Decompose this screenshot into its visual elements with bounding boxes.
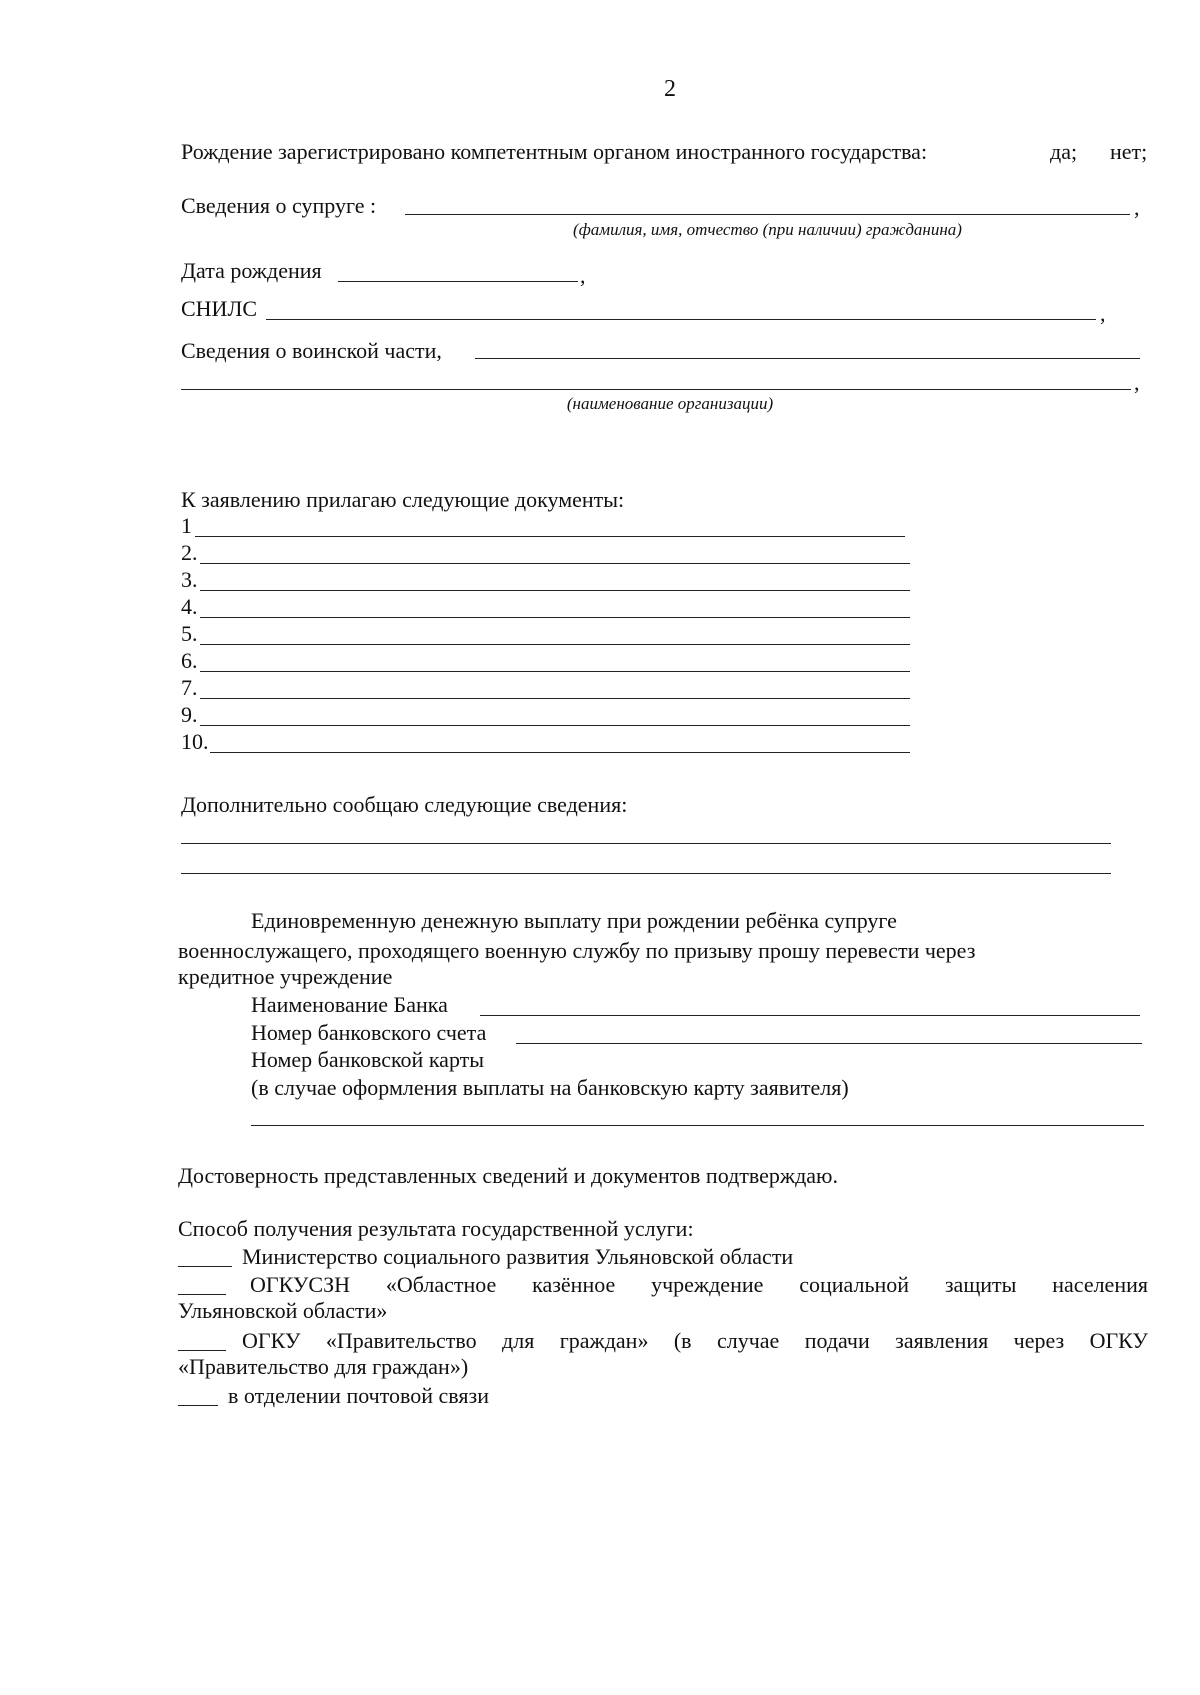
document-number: 10. — [181, 729, 209, 754]
option-ogkuszn-label-line1: ОГКУСЗН «Областное казённое учреждение социальной защиты населения — [250, 1272, 1148, 1297]
option-post-field[interactable] — [178, 1405, 218, 1406]
documents-heading: К заявлению прилагаю следующие документы: — [181, 487, 625, 512]
option-ogkuszn-label-line2: Ульяновской области» — [178, 1298, 388, 1323]
birth-date-label: Дата рождения — [181, 258, 322, 283]
document-field[interactable] — [200, 725, 910, 726]
document-field[interactable] — [200, 563, 910, 564]
spouse-name-caption: (фамилия, имя, отчество (при наличии) гражданина) — [573, 220, 962, 239]
military-unit-comma: , — [1134, 370, 1140, 395]
payment-paragraph-line2: военнослужащего, проходящего военную службу по призыву прошу перевести через — [178, 938, 976, 963]
option-no[interactable]: нет; — [1110, 139, 1148, 164]
document-field[interactable] — [200, 590, 910, 591]
snils-field[interactable] — [266, 319, 1096, 320]
document-field[interactable] — [200, 644, 910, 645]
document-number: 1 — [181, 513, 192, 538]
option-ogkuszn-field[interactable] — [178, 1294, 226, 1295]
military-unit-field-1[interactable] — [475, 358, 1140, 359]
option-post-label: в отделении почтовой связи — [228, 1383, 489, 1408]
military-unit-label: Сведения о воинской части, — [181, 338, 442, 363]
bank-account-field[interactable] — [516, 1043, 1142, 1044]
document-field[interactable] — [195, 536, 905, 537]
payment-paragraph-line1: Единовременную денежную выплату при рождении ребёнка супруге — [251, 908, 897, 933]
option-ogku-label-line1: ОГКУ «Правительство для граждан» (в случае подачи заявления через ОГКУ — [242, 1328, 1148, 1353]
birth-date-comma: , — [580, 263, 586, 288]
option-ministry-label: Министерство социального развития Ульяновской области — [242, 1244, 794, 1269]
bank-account-label: Номер банковского счета — [251, 1020, 487, 1045]
option-ogku-label-line2: «Правительство для граждан») — [178, 1354, 469, 1379]
option-ministry-field[interactable] — [178, 1266, 232, 1267]
additional-info-field-1[interactable] — [181, 843, 1111, 844]
birth-registration-text: Рождение зарегистрировано компетентным органом иностранного государства: — [181, 139, 928, 164]
document-number: 7. — [181, 675, 198, 700]
birth-date-field[interactable] — [338, 281, 578, 282]
bank-card-field[interactable] — [251, 1125, 1144, 1126]
military-unit-caption: (наименование организации) — [566, 394, 774, 413]
document-number: 4. — [181, 594, 198, 619]
document-number: 3. — [181, 567, 198, 592]
bank-name-field[interactable] — [480, 1015, 1140, 1016]
document-number: 2. — [181, 540, 198, 565]
spouse-name-field[interactable] — [405, 214, 1130, 215]
document-field[interactable] — [210, 752, 910, 753]
page-number: 2 — [664, 76, 676, 102]
additional-info-field-2[interactable] — [181, 873, 1111, 874]
additional-info-heading: Дополнительно сообщаю следующие сведения: — [181, 792, 628, 817]
option-yes[interactable]: да; — [1050, 139, 1078, 164]
spouse-comma: , — [1134, 195, 1140, 220]
spouse-label: Сведения о супруге : — [181, 193, 377, 218]
bank-card-label: Номер банковской карты — [251, 1047, 485, 1072]
document-number: 6. — [181, 648, 198, 673]
delivery-method-heading: Способ получения результата государственной услуги: — [178, 1216, 694, 1241]
option-ogku-field[interactable] — [178, 1350, 226, 1351]
snils-comma: , — [1100, 301, 1106, 326]
bank-card-note: (в случае оформления выплаты на банковскую карту заявителя) — [251, 1075, 849, 1100]
confirmation-text: Достоверность представленных сведений и документов подтверждаю. — [178, 1163, 838, 1188]
snils-label: СНИЛС — [181, 296, 258, 321]
bank-name-label: Наименование Банка — [251, 992, 448, 1017]
payment-paragraph-line3: кредитное учреждение — [178, 964, 393, 989]
document-field[interactable] — [200, 698, 910, 699]
document-number: 5. — [181, 621, 198, 646]
document-field[interactable] — [200, 671, 910, 672]
document-number: 9. — [181, 702, 198, 727]
document-field[interactable] — [200, 617, 910, 618]
military-unit-field-2[interactable] — [181, 389, 1131, 390]
